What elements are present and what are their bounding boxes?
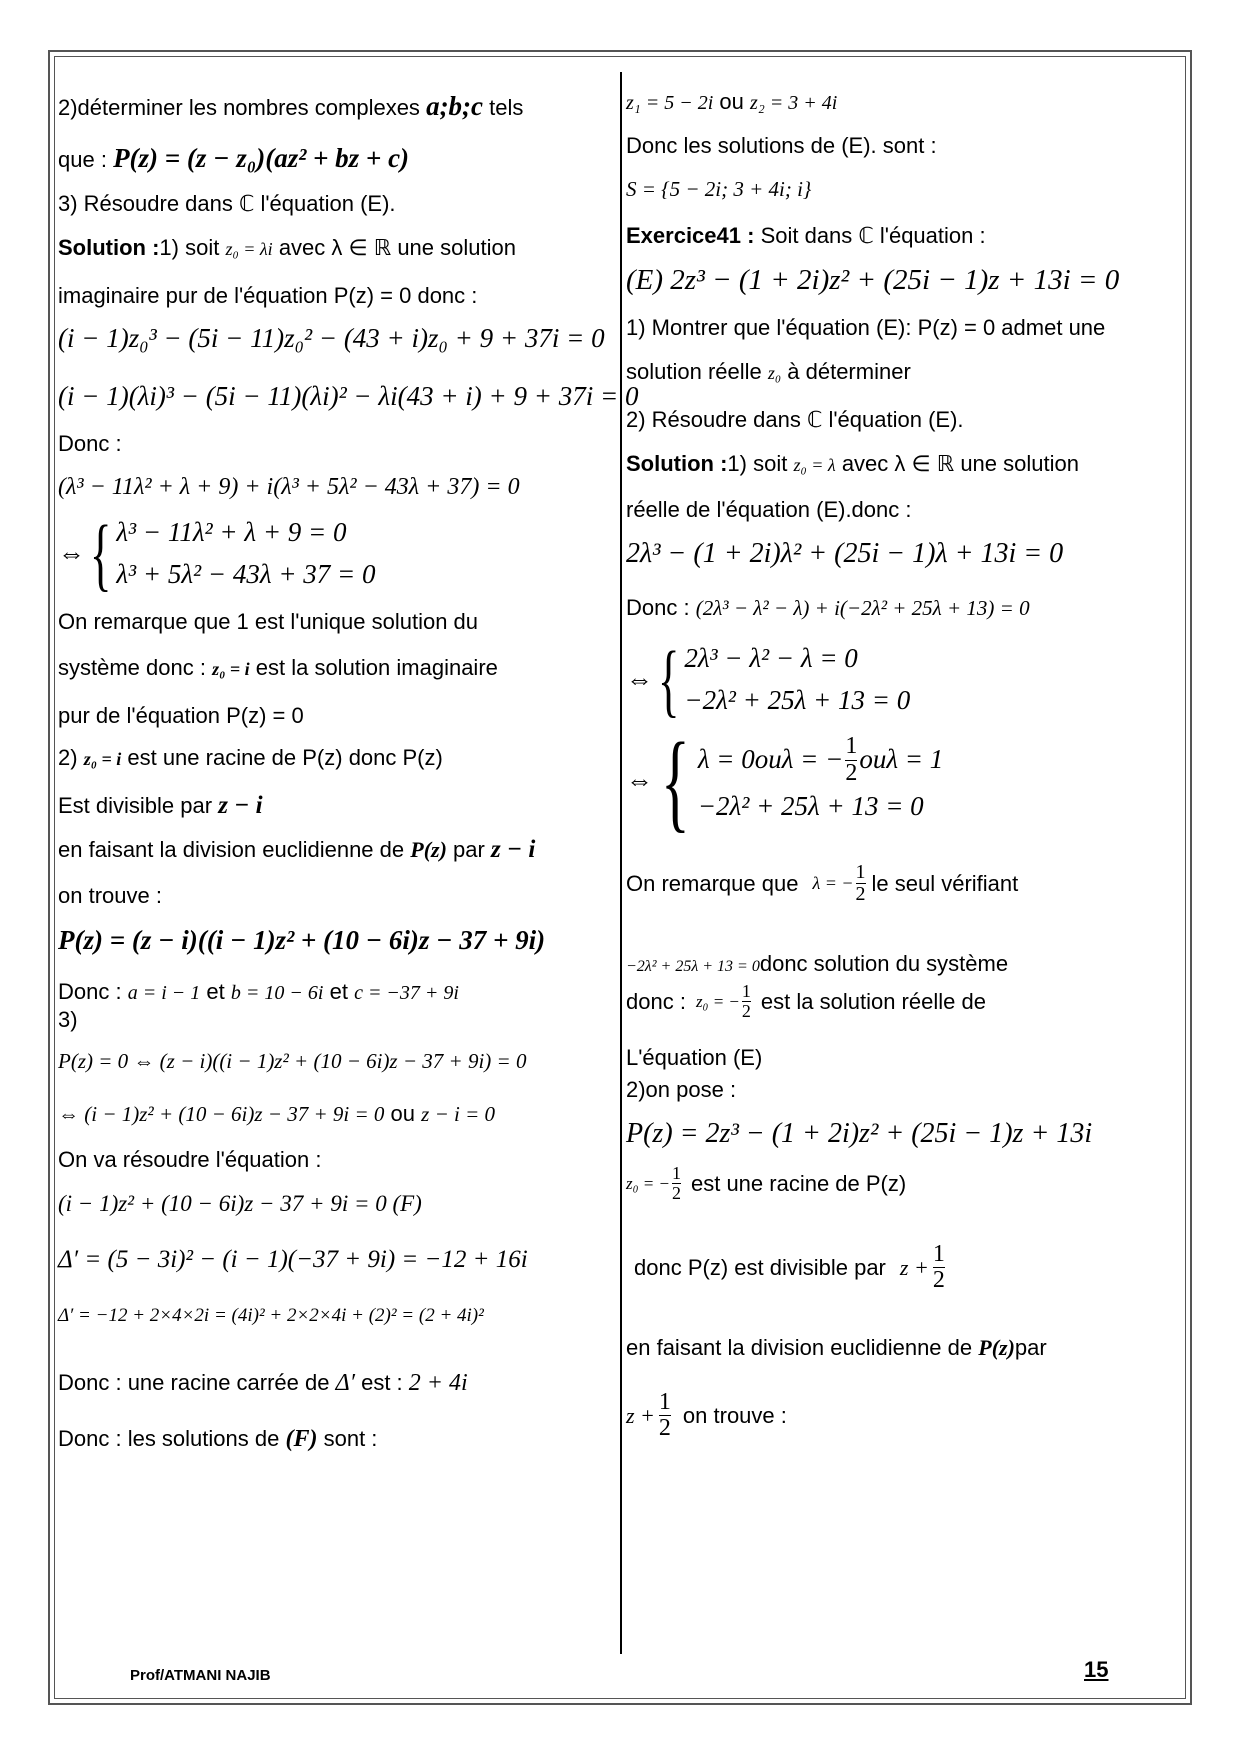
text-line: On remarque que λ = − $\frac{1}{2}$ le seul vérifiant: [626, 861, 1019, 905]
author-name: Prof/ATMANI NAJIB: [130, 1667, 271, 1684]
brace-icon: {: [660, 720, 690, 842]
text-line: solution réelle z₀ à déterminer: [626, 359, 911, 384]
text-line: 1) Montrer que l'équation (E): P(z) = 0 admet une: [626, 315, 1106, 340]
text-line: système donc : z₀ = i est la solution imaginaire: [58, 655, 498, 680]
text-line: z₀ = − $\frac{1}{2}$ est une racine de P(z): [626, 1163, 907, 1203]
text-line: pur de l'équation P(z) = 0: [58, 703, 304, 728]
text-line: Donc : a = i − 1 et b = 10 − 6i et c = −37 + 9i: [58, 979, 459, 1004]
column-divider: [620, 72, 622, 1654]
text-line: 2) Résoudre dans ℂ l'équation (E).: [626, 407, 964, 432]
text-line: z + $\frac{1}{2}$ on trouve :: [626, 1389, 787, 1442]
equation: (E) 2z³ − (1 + 2i)z² + (25i − 1)z + 13i = 0: [626, 264, 1120, 296]
text-line: donc P(z) est divisible par z + $\frac{1}{2}$: [634, 1241, 945, 1294]
equation: (λ³ − 11λ² + λ + 9) + i(λ³ + 5λ² − 43λ + 37) = 0: [58, 474, 520, 500]
question-3-line: 3) Résoudre dans ℂ l'équation (E).: [58, 191, 396, 216]
brace-icon: {: [89, 507, 112, 599]
equation: Δ′ = −12 + 2×4×2i = (4i)² + 2×2×4i + (2)² = (2 + 4i)²: [58, 1305, 484, 1326]
text-line: 3): [58, 1007, 78, 1032]
text-line: Donc :: [58, 431, 122, 456]
question-2-line: 2)déterminer les nombres complexes a;b;c tels: [58, 91, 524, 121]
text-line: On remarque que 1 est l'unique solution du: [58, 609, 479, 634]
text-line: Donc : les solutions de (F) sont :: [58, 1426, 378, 1452]
question-2-formula: que : P(z) = (z − z₀)(az² + bz + c): [58, 143, 410, 173]
equation: ⇔ (i − 1)z² + (10 − 6i)z − 37 + 9i = 0 ou z − i = 0: [58, 1101, 495, 1126]
system-3: ⇔ { λ = 0ouλ = − $\frac{1}{2}$ ouλ = 1 −2λ² + 25λ + 13 = 0: [626, 720, 944, 842]
text-line: Est divisible par z − i: [58, 792, 263, 819]
solution-line: Solution :1) soit z₀ = λ avec λ ∈ ℝ une solution: [626, 451, 1079, 476]
equation: 2λ³ − (1 + 2i)λ² + (25i − 1)λ + 13i = 0: [626, 538, 1064, 569]
text-line: 2)on pose :: [626, 1077, 737, 1102]
equation: (i − 1)z² + (10 − 6i)z − 37 + 9i = 0 (F): [58, 1191, 422, 1216]
equation: (i − 1)z₀³ − (5i − 11)z₀² − (43 + i)z₀ + 9 + 37i = 0: [58, 323, 605, 353]
equation: P(z) = (z − i)((i − 1)z² + (10 − 6i)z − 37 + 9i): [58, 925, 546, 955]
equation: Δ′ = (5 − 3i)² − (i − 1)(−37 + 9i) = −12 + 16i: [58, 1246, 528, 1273]
solution-line: Solution :1) soit z₀ = λi avec λ ∈ ℝ une solution: [58, 235, 516, 260]
equation: (i − 1)(λi)³ − (5i − 11)(λi)² − λi(43 + i) + 9 + 37i = 0: [58, 381, 639, 411]
text-line: L'équation (E): [626, 1045, 763, 1070]
text-line: réelle de l'équation (E).donc :: [626, 497, 912, 522]
text-line: z₁ = 5 − 2i ou z₂ = 3 + 4i: [626, 89, 838, 114]
text-line: en faisant la division euclidienne de P(z) par z − i: [58, 836, 536, 863]
text-line: Donc les solutions de (E). sont :: [626, 133, 937, 158]
brace-icon: {: [657, 633, 680, 725]
text-line: en faisant la division euclidienne de P(z)par: [626, 1335, 1047, 1360]
text-line: −2λ² + 25λ + 13 = 0donc solution du système: [626, 951, 1009, 976]
solution-set: S = {5 − 2i; 3 + 4i; i}: [626, 177, 812, 201]
text-line: Donc : une racine carrée de Δ′ est : 2 + 4i: [58, 1370, 468, 1396]
text-line: 2) z₀ = i est une racine de P(z) donc P(z): [58, 745, 443, 770]
equation: P(z) = 0 ⇔ (z − i)((i − 1)z² + (10 − 6i)z − 37 + 9i) = 0: [58, 1049, 527, 1073]
text-line: On va résoudre l'équation :: [58, 1147, 322, 1172]
text-line: on trouve :: [58, 883, 162, 908]
text-line: imaginaire pur de l'équation P(z) = 0 donc :: [58, 283, 478, 308]
exercise-title: Exercice41 : Soit dans ℂ l'équation :: [626, 223, 986, 248]
equation: P(z) = 2z³ − (1 + 2i)z² + (25i − 1)z + 13i: [626, 1118, 1093, 1149]
text-line: donc : z₀ = − $\frac{1}{2}$ est la solution réelle de: [626, 981, 986, 1021]
system-2: ⇔ { 2λ³ − λ² − λ = 0 −2λ² + 25λ + 13 = 0: [626, 633, 911, 725]
system-1: ⇔ { λ³ − 11λ² + λ + 9 = 0 λ³ + 5λ² − 43λ + 37 = 0: [58, 507, 376, 599]
page-number: 15: [1084, 1657, 1109, 1682]
text-line: Donc : (2λ³ − λ² − λ) + i(−2λ² + 25λ + 13) = 0: [626, 595, 1030, 620]
